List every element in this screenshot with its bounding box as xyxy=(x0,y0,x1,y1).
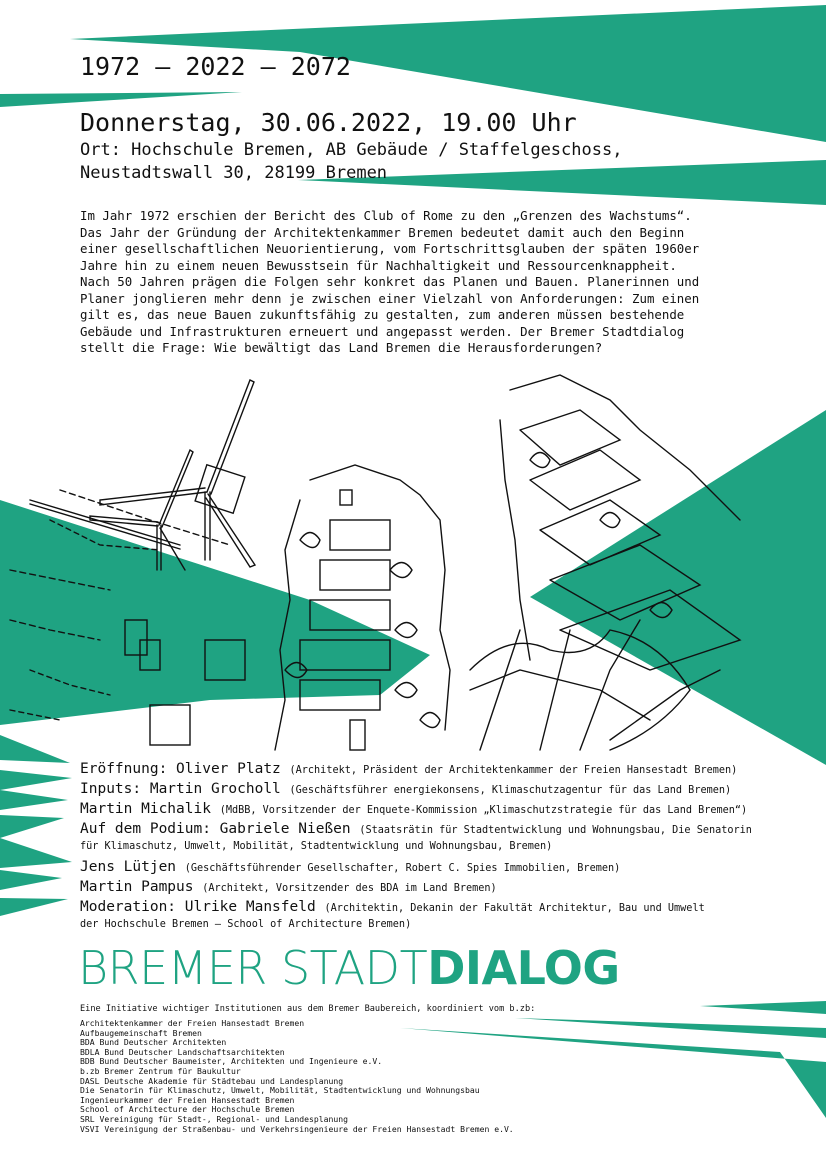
right-tower-drawing xyxy=(500,375,740,670)
speaker-moderation xyxy=(80,896,780,916)
event-date: Donnerstag, 30.06.2022, 19.00 Uhr xyxy=(80,108,577,137)
member-organization: School of Architecture der Hochschule Bremen xyxy=(80,1104,295,1115)
member-organization: Architektenkammer der Freien Hansestadt Bremen xyxy=(80,1018,305,1028)
event-location-line-1: Ort: Hochschule Bremen, AB Gebäude / Staffelgeschoss, xyxy=(80,140,623,160)
speaker-podium-1 xyxy=(80,818,780,838)
member-organization: Aufbaugemeinschaft Bremen xyxy=(80,1027,202,1038)
member-organization: Ingenieurkammer der Freien Hansestadt Bremen xyxy=(80,1094,295,1105)
intro-line: Im Jahr 1972 erschien der Bericht des Club of Rome zu den „Grenzen des Wachstums“. xyxy=(80,208,692,223)
speaker-role-continued: der Hochschule Bremen – School of Architecture Bremen) xyxy=(80,919,412,930)
bottom-right-stripe-2 xyxy=(515,1018,826,1038)
speaker-role-continued: für Klimaschutz, Umwelt, Mobilität, Stadtentwicklung und Wohnungsbau, Bremen) xyxy=(80,841,553,852)
member-organizations-list xyxy=(80,1019,514,1134)
tree-drawing xyxy=(470,620,720,750)
speaker-input-2 xyxy=(80,798,780,818)
speaker-opening xyxy=(80,758,780,778)
intro-line: Nach 50 Jahren prägen die Folgen sehr konkret das Planen und Bauen. Planerinnen und xyxy=(80,274,700,289)
speaker-name: Auf dem Podium: Gabriele Nießen xyxy=(80,821,360,837)
city-illustration xyxy=(0,370,826,760)
intro-line: Jahre hin zu einem neuen Bewusstsein für Nachhaltigkeit und Ressourcenknappheit. xyxy=(80,257,677,273)
intro-line: Gebäude und Infrastrukturen erneuert und angepasst werden. Der Bremer Stadtdialog xyxy=(80,323,685,339)
years-heading: 1972 – 2022 – 2072 xyxy=(80,52,351,81)
speaker-role: (Staatsrätin für Stadtentwicklung und Wohnungsbau, Die Senatorin xyxy=(359,825,752,836)
member-organization: BDA Bund Deutscher Architekten xyxy=(80,1037,227,1048)
speaker-role: (Architektin, Dekanin der Fakultät Architektur, Bau und Umwelt xyxy=(324,903,705,914)
speaker-name: Martin Pampus xyxy=(80,879,203,895)
speaker-role: (Architekt, Vorsitzender des BDA im Land Bremen) xyxy=(202,883,497,894)
intro-line: stellt die Frage: Wie bewältigt das Land Bremen die Herausforderungen? xyxy=(80,340,603,355)
speaker-name: Moderation: Ulrike Mansfeld xyxy=(80,899,325,915)
speaker-role: (Architekt, Präsident der Architektenkammer der Freien Hansestadt Bremen) xyxy=(289,765,738,776)
left-stripe-top xyxy=(0,92,242,107)
left-stripe-speaker-1 xyxy=(0,770,72,790)
speaker-name: Jens Lütjen xyxy=(80,859,185,875)
logo-light-text: BREMER STADT xyxy=(78,941,428,995)
intro-line: Planer jonglieren mehr denn je zwischen einer Vielzahl von Anforderungen: Zum einen xyxy=(80,290,700,306)
speaker-role: (Geschäftsführender Gesellschafter, Robert C. Spies Immobilien, Bremen) xyxy=(184,863,621,874)
initiative-statement: Eine Initiative wichtiger Institutionen aus dem Bremer Baubereich, koordiniert vom b.zb: xyxy=(80,1004,536,1014)
speaker-podium-3 xyxy=(80,876,780,896)
speaker-list xyxy=(80,758,780,934)
left-tower-drawing xyxy=(275,465,450,750)
speaker-name: Eröffnung: Oliver Platz xyxy=(80,761,290,777)
intro-paragraph xyxy=(80,208,780,357)
wind-turbine-small-icon xyxy=(90,450,193,570)
member-organization: b.zb Bremer Zentrum für Baukultur xyxy=(80,1065,241,1076)
member-organization: BDB Bund Deutscher Baumeister, Architekten und Ingenieure e.V. xyxy=(80,1056,383,1067)
speaker-podium-2 xyxy=(80,856,780,876)
member-organization: VSVI Vereinigung der Straßenbau- und Verkehrsingenieure der Freien Hansestadt Bremen e.V. xyxy=(80,1123,514,1134)
left-stripe-speaker-4 xyxy=(0,838,72,868)
member-organization: SRL Vereinigung für Stadt-, Regional- und Landesplanung xyxy=(80,1113,349,1124)
speaker-role: (Geschäftsführer energiekonsens, Klimaschutzagentur für das Land Bremen) xyxy=(289,785,732,796)
bremer-stadtdialog-logo xyxy=(78,940,620,996)
left-stripe-speaker-5 xyxy=(0,870,62,890)
bottom-right-stripe-1 xyxy=(700,1001,826,1014)
intro-line: einer gesellschaftlichen Neuorientierung, vom Fortschrittsglauben der späten 1960er xyxy=(80,241,700,256)
speaker-name: Martin Michalik xyxy=(80,801,220,817)
left-stripe-speaker-6 xyxy=(0,898,68,916)
speaker-input-1 xyxy=(80,778,780,798)
logo-bold-text: DIALOG xyxy=(427,941,620,995)
left-stripe-speaker-2 xyxy=(0,790,68,810)
intro-line: gilt es, das neue Bauen zukunftsfähig zu gestalten, zum anderen müssen bestehende xyxy=(80,307,685,322)
speaker-role: (MdBB, Vorsitzender der Enquete-Kommission „Klimaschutzstrategie für das Land Bremen“) xyxy=(219,805,748,816)
member-organization: BDLA Bund Deutscher Landschaftsarchitekten xyxy=(80,1046,285,1057)
member-organization: Die Senatorin für Klimaschutz, Umwelt, Mobilität, Stadtentwicklung und Wohnungsbau xyxy=(80,1085,480,1096)
intro-line: Das Jahr der Gründung der Architektenkammer Bremen bedeutet damit auch den Beginn xyxy=(80,224,685,240)
member-organization: DASL Deutsche Akademie für Städtebau und Landesplanung xyxy=(80,1075,344,1086)
event-location-line-2: Neustadtswall 30, 28199 Bremen xyxy=(80,163,388,183)
left-stripe-speaker-3 xyxy=(0,815,64,838)
speaker-name: Inputs: Martin Grocholl xyxy=(80,781,290,797)
